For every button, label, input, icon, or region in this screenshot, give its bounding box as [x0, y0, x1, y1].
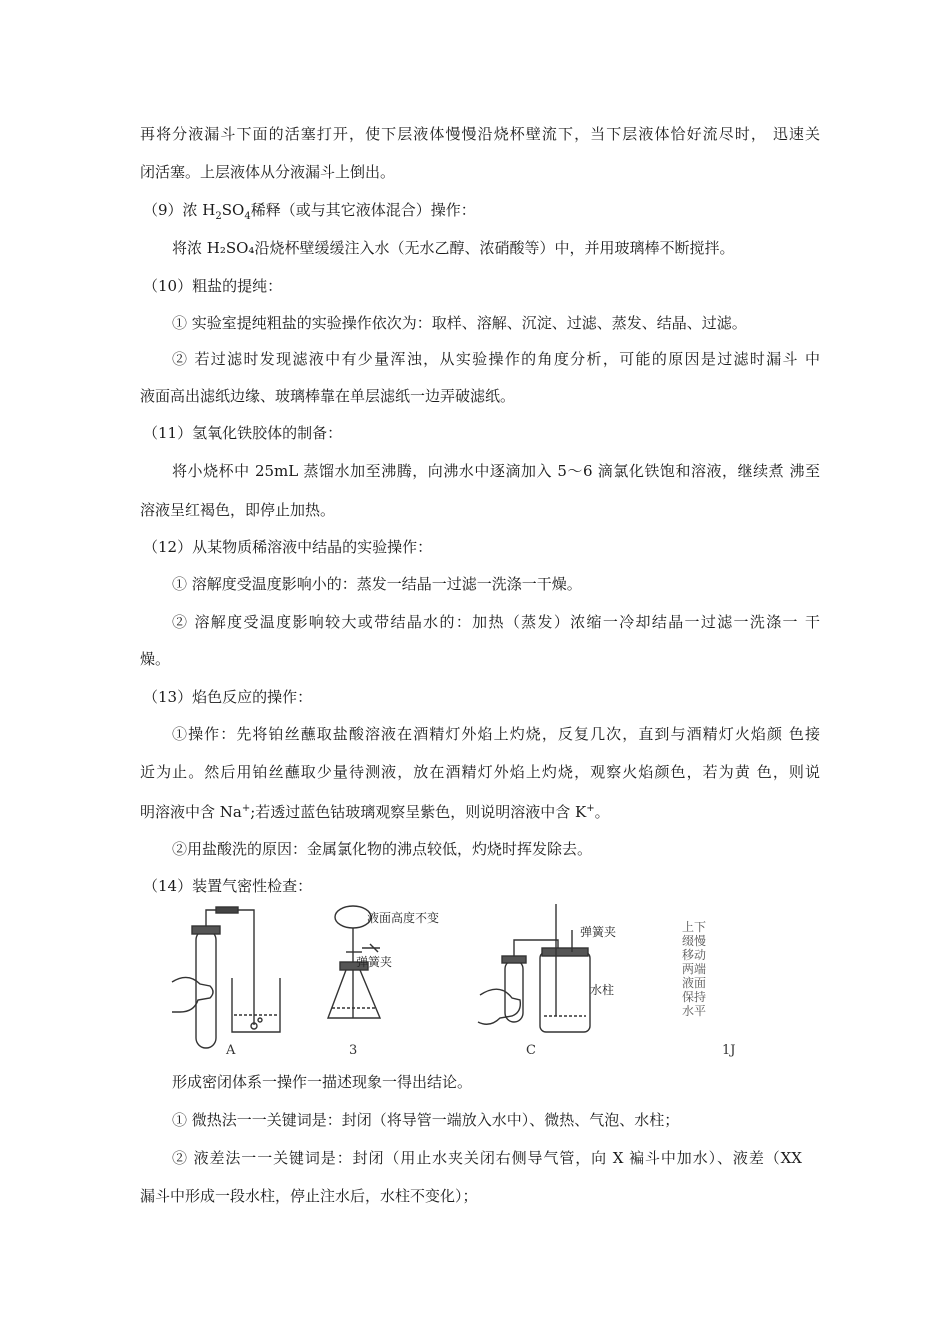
heading-text: SO	[221, 201, 245, 219]
conical-flask	[328, 970, 380, 1018]
paragraph-line	[140, 799, 610, 822]
label-spring-clip-b: 弹簧夹	[356, 955, 393, 969]
paragraph-line: 将小烧杯中 25mL 蒸馏水加至沸腾，向沸水中逐滴加入 5〜6 滴氯化铁饱和溶液，继续煮 沸至	[172, 462, 820, 480]
label-level-unchanged: 液面高度不变	[367, 911, 440, 925]
superscript: +	[241, 803, 251, 814]
paragraph-line: 再将分液漏斗下面的活塞打开，使下层液体慢慢沿烧杯壁流下，当下层液体恰好流尽时， 迅速关	[140, 125, 820, 143]
section-heading-9	[143, 200, 476, 227]
hand-shape	[172, 977, 213, 1012]
apparatus-c	[478, 904, 590, 1032]
section-heading-12: （12）从某物质稀溶液中结晶的实验操作：	[143, 538, 433, 556]
wide-bottle	[540, 952, 590, 1032]
bubble	[258, 1018, 262, 1022]
hand-shape	[478, 989, 520, 1024]
paragraph-line: ② 液差法一一关键词是：封闭（用止水夹关闭右侧导气管，向 X 褊斗中加水）、液差（XX	[172, 1149, 802, 1167]
superscript: +	[586, 803, 595, 814]
label-spring-clip-c: 弹簧夹	[580, 925, 617, 939]
section-heading-11: （11）氢氧化铁胶体的制备：	[143, 424, 343, 442]
label-water-column: 水柱	[590, 983, 615, 997]
apparatus-figure	[170, 900, 810, 1065]
section-heading-10: （10）粗盐的提纯：	[143, 277, 283, 295]
text-run: ;若透过蓝色钴玻璃观察呈紫色，则说明溶液中含 K	[250, 803, 587, 821]
separatory-funnel-bulb	[335, 906, 371, 928]
paragraph-line: 近为止。然后用铂丝蘸取少量待测液，放在酒精灯外焰上灼烧，观察火焰颜色，若为黄 色，则说	[140, 763, 820, 781]
stopper	[192, 926, 220, 934]
paragraph-line: ① 微热法一一关键词是：封闭（将导管一端放入水中）、微热、气泡、水柱；	[172, 1111, 680, 1129]
paragraph-line: ①操作：先将铂丝蘸取盐酸溶液在酒精灯外焰上灼烧，反复几次，直到与酒精灯火焰颜 色接	[172, 725, 820, 743]
text-run: 。	[594, 803, 610, 821]
paragraph-line: ① 实验室提纯粗盐的实验操作依次为：取样、溶解、沉淀、过滤、蒸发、结晶、过滤。	[172, 314, 747, 332]
section-heading-13: （13）焰色反应的操作：	[143, 688, 313, 706]
heading-text: 稀释（或与其它液体混合）操作：	[250, 201, 476, 219]
caption-b: 3	[349, 1043, 358, 1058]
paragraph-line: ②用盐酸洗的原因：金属氯化物的沸点较低，灼烧时挥发除去。	[172, 840, 593, 858]
label-keep-level: 上下缀慢移动两端液面保持水平	[682, 920, 707, 1018]
paragraph-line: 溶液呈红褐色，即停止加热。	[140, 501, 336, 519]
paragraph-line: ② 溶解度受温度影响较大或带结晶水的：加热（蒸发）浓缩一冷却结晶一过滤一洗涤一 干	[172, 613, 820, 631]
section-heading-14: （14）装置气密性检查：	[143, 877, 313, 895]
caption-a: A	[226, 1043, 236, 1058]
apparatus-a	[172, 907, 280, 1048]
bottle-stopper	[542, 948, 588, 956]
heading-text: （9）浓 H	[143, 201, 216, 219]
stopper	[502, 956, 526, 963]
paragraph-line: 形成密闭体系一操作一描述现象一得出结论。	[172, 1073, 473, 1091]
subscript: 4	[244, 211, 251, 222]
paragraph-line: ② 若过滤时发现滤液中有少量浑浊，从实验操作的角度分析，可能的原因是过滤时漏斗 中	[172, 350, 820, 368]
paragraph-line: 将浓 H₂SO₄沿烧杯壁缓缓注入水（无水乙醇、浓硝酸等）中，并用玻璃棒不断搅拌。	[172, 239, 735, 257]
paragraph-line: 闭活塞。上层液体从分液漏斗上倒出。	[140, 163, 396, 181]
rubber-joint	[216, 907, 238, 913]
subscript: 2	[215, 211, 222, 222]
paragraph-line: 漏斗中形成一段水柱，停止注水后，水柱不变化）；	[140, 1187, 478, 1205]
caption-d: 1J	[722, 1043, 736, 1058]
caption-c: C	[526, 1043, 536, 1058]
paragraph-line: ① 溶解度受温度影响小的：蒸发一结晶一过滤一洗涤一干燥。	[172, 575, 582, 593]
paragraph-line: 液面高出滤纸边缘、玻璃棒靠在单层滤纸一边弄破滤纸。	[140, 387, 516, 405]
paragraph-line: 燥。	[140, 650, 171, 668]
test-tube	[505, 960, 523, 1022]
text-run: 明溶液中含 Na	[140, 803, 242, 821]
